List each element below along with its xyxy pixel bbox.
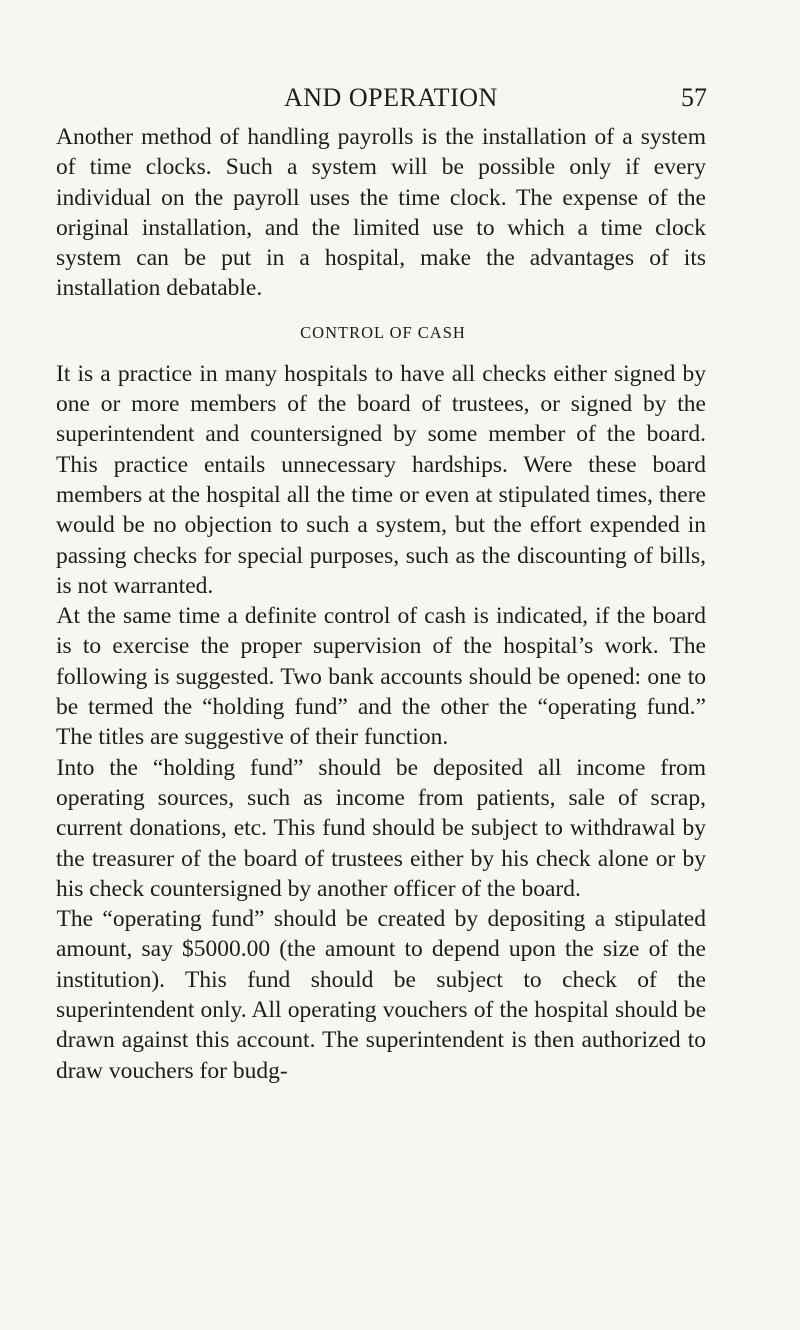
paragraph-time-clocks: Another method of handling payrolls is the installation of a system of time clocks. Such a system will be possible only if every individual on the payroll uses the time clock. The expense of the original installation, and the limited use to which a time clock system can be put in a hospital, make the advantages of its installation debatable.: [56, 124, 706, 302]
paragraph-operating-fund: The “operating fund” should be created by depositing a stipulated amount, say $5000.00 (the amount to depend upon the size of the institution). This fund should be subject to check of the superintendent only. All operating vouchers of the hospital should be drawn against this account. The superintendent is then authorized to draw vouchers for budg-: [56, 906, 706, 1084]
page-number: 57: [681, 83, 707, 112]
section-heading: CONTROL OF CASH: [300, 322, 466, 342]
paragraph-check-signing: It is a practice in many hospitals to have all checks either signed by one or more members of the board of trustees, or signed by the superintendent and countersigned by some member of the board. This practice entails unnecessary hardships. Were these board members at the hospital all the time or even at stipulated times, there would be no objection to such a system, but the effort expended in passing checks for special purposes, such as the discounting of bills, is not warranted.: [56, 360, 706, 599]
paragraph-holding-fund: Into the “holding fund” should be deposited all income from operating sources, such as income from patients, sale of scrap, current donations, etc. This fund should be subject to withdrawal by the treasurer of the board of trustees either by his check alone or by his check countersigned by another officer of the board.: [56, 754, 706, 902]
running-head: [0, 80, 800, 116]
body-text: [56, 122, 706, 1086]
running-title: AND OPERATION: [284, 83, 498, 112]
paragraph-bank-accounts: At the same time a definite control of cash is indicated, if the board is to exercise the proper supervision of the hospital’s work. The following is suggested. Two bank accounts should be opened: one to be termed the “holding fund” and the other the “operating fund.” The titles are suggestive of their function.: [56, 603, 706, 751]
